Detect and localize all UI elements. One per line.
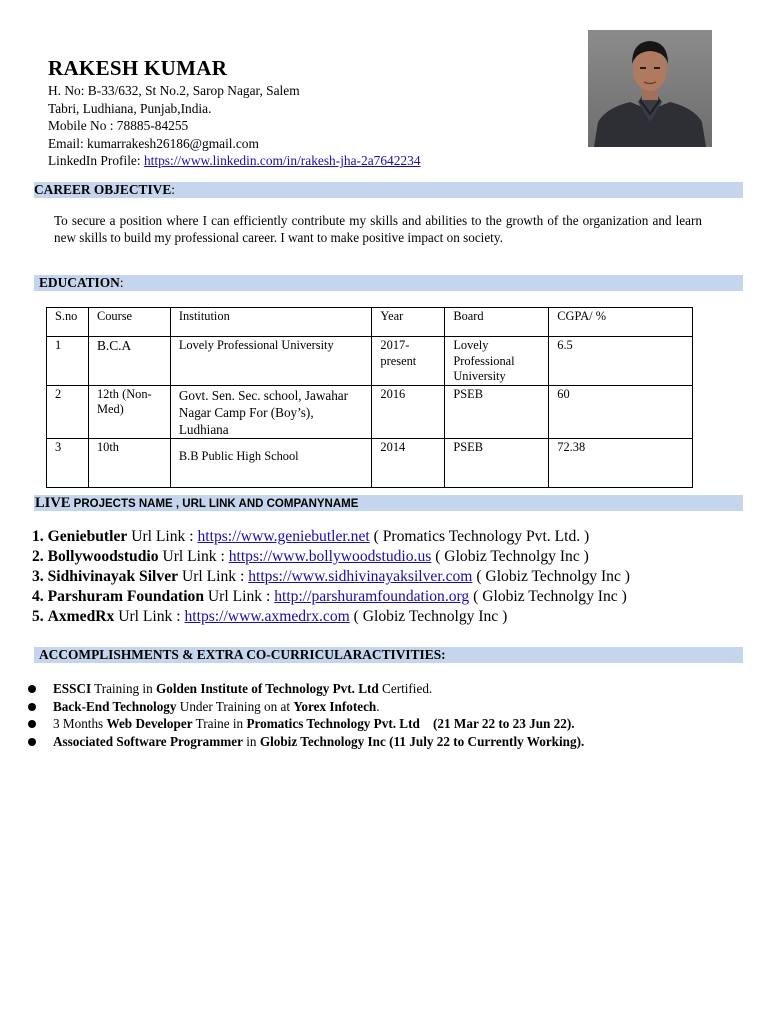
- profile-photo: [588, 30, 712, 147]
- project-company: ( Globiz Technolgy Inc ): [349, 608, 508, 625]
- profile-photo-illustration: [588, 30, 712, 147]
- list-item: 2. Bollywoodstudio Url Link : https://www.bollywoodstudio.us ( Globiz Technolgy Inc ): [32, 548, 589, 565]
- cell-institution: B.B Public High School: [170, 438, 372, 487]
- education-table: [46, 307, 693, 488]
- list-item: Back-End Technology Under Training on at Yorex Infotech.: [28, 698, 584, 716]
- project-url-link[interactable]: http://parshuramfoundation.org: [274, 588, 470, 605]
- col-header-institution: Institution: [170, 308, 372, 337]
- cell-course: 12th (Non-Med): [88, 385, 170, 438]
- linkedin-link[interactable]: https://www.linkedin.com/in/rakesh-jha-2a7642234: [143, 153, 421, 169]
- cell-year: 2017-present: [372, 337, 445, 386]
- project-company: ( Globiz Technolgy Inc ): [431, 548, 589, 565]
- cell-score: 60: [549, 385, 693, 438]
- project-name: Sidhivinayak Silver: [47, 568, 179, 585]
- bullet-icon: [28, 703, 36, 711]
- project-name: Geniebutler: [47, 528, 128, 545]
- cell-score: 72.38: [549, 438, 693, 487]
- education-band: [34, 275, 743, 291]
- cell-board: PSEB: [445, 385, 549, 438]
- col-header-score: CGPA/ %: [549, 308, 693, 337]
- project-url-link[interactable]: https://www.geniebutler.net: [197, 528, 370, 545]
- project-name: Bollywoodstudio: [47, 548, 159, 565]
- candidate-name: RAKESH KUMAR: [48, 56, 228, 80]
- project-company: ( Globiz Technolgy Inc ): [469, 588, 627, 605]
- projects-heading: LIVE PROJECTS NAME , URL LINK AND COMPANYNAME: [35, 495, 359, 511]
- cell-year: 2014: [372, 438, 445, 487]
- col-header-course: Course: [88, 308, 170, 337]
- project-company: ( Promatics Technology Pvt. Ltd. ): [369, 528, 590, 545]
- project-url-link[interactable]: https://www.axmedrx.com: [184, 608, 350, 625]
- project-company: ( Globiz Technolgy Inc ): [472, 568, 630, 585]
- projects-list: [32, 527, 630, 627]
- col-header-sno: S.no: [47, 308, 89, 337]
- project-name: Parshuram Foundation: [47, 588, 205, 605]
- cell-sno: 1: [47, 337, 89, 386]
- bullet-icon: [28, 685, 36, 693]
- table-row: [47, 438, 693, 487]
- cell-board: Lovely Professional University: [445, 337, 549, 386]
- project-name: AxmedRx: [47, 608, 115, 625]
- project-url-link[interactable]: https://www.bollywoodstudio.us: [228, 548, 432, 565]
- cell-sno: 2: [47, 385, 89, 438]
- list-item: 4. Parshuram Foundation Url Link : http://parshuramfoundation.org ( Globiz Technolgy Inc ): [32, 588, 627, 605]
- list-item: 3. Sidhivinayak Silver Url Link : https://www.sidhivinayaksilver.com ( Globiz Technolgy Inc ): [32, 568, 630, 585]
- career-objective-text: To secure a position where I can efficiently contribute my skills and abilities to the growth of the organization and learn new skills to build my professional career. I want to make positive impact on society.: [54, 213, 702, 245]
- linkedin-row: [48, 152, 421, 170]
- bullet-icon: [28, 720, 36, 728]
- address-line-2: Tabri, Ludhiana, Punjab,India.: [48, 100, 212, 116]
- list-item: 5. AxmedRx Url Link : https://www.axmedrx.com ( Globiz Technolgy Inc ): [32, 608, 508, 625]
- cell-institution: Govt. Sen. Sec. school, Jawahar Nagar Camp For (Boy’s), Ludhiana: [170, 385, 372, 438]
- email-address: Email: kumarrakesh26186@gmail.com: [48, 135, 259, 151]
- address-line-1: H. No: B-33/632, St No.2, Sarop Nagar, Salem: [48, 83, 300, 98]
- education-heading: EDUCATION:: [39, 275, 124, 290]
- cell-course: 10th: [88, 438, 170, 487]
- list-item: 1. Geniebutler Url Link : https://www.geniebutler.net ( Promatics Technology Pvt. Ltd. ): [32, 528, 590, 545]
- cell-board: PSEB: [445, 438, 549, 487]
- list-item: Associated Software Programmer in Globiz Technology Inc (11 July 22 to Currently Working).: [28, 733, 584, 751]
- list-item: ESSCI Training in Golden Institute of Technology Pvt. Ltd Certified.: [28, 680, 584, 698]
- career-objective-heading: CAREER OBJECTIVE:: [34, 182, 176, 197]
- table-row: [47, 385, 693, 438]
- cell-sno: 3: [47, 438, 89, 487]
- col-header-board: Board: [445, 308, 549, 337]
- accomplishments-heading: ACCOMPLISHMENTS & EXTRA CO-CURRICULARACTIVITIES:: [39, 647, 446, 662]
- cell-score: 6.5: [549, 337, 693, 386]
- contact-block: [48, 82, 421, 170]
- mobile-number: Mobile No : 78885-84255: [48, 118, 189, 134]
- bullet-icon: [28, 738, 36, 746]
- cell-institution: Lovely Professional University: [170, 337, 372, 386]
- cell-course: B.C.A: [88, 337, 170, 386]
- project-url-link[interactable]: https://www.sidhivinayaksilver.com: [248, 568, 473, 585]
- cell-year: 2016: [372, 385, 445, 438]
- col-header-year: Year: [372, 308, 445, 337]
- list-item: 3 Months Web Developer Traine in Promatics Technology Pvt. Ltd (21 Mar 22 to 23 Jun 22).: [28, 715, 584, 733]
- linkedin-label: LinkedIn Profile:: [48, 153, 144, 169]
- table-header-row: [47, 308, 693, 337]
- accomplishments-list: [28, 680, 584, 750]
- table-row: [47, 337, 693, 386]
